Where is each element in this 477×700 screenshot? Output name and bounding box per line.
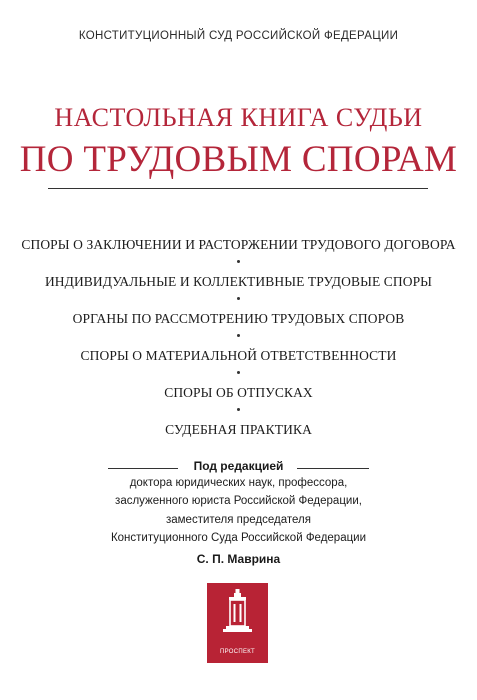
publisher-building-icon	[207, 583, 268, 647]
editor-credential: заместителя председателя	[165, 514, 311, 526]
editor-credential: Конституционного Суда Российской Федерации	[110, 532, 367, 544]
editor-credential: заслуженного юриста Российской Федерации,	[115, 495, 362, 507]
editor-heading: Под редакцией	[193, 459, 284, 473]
publisher-logo	[207, 583, 268, 663]
bullet-dot	[237, 371, 240, 374]
title-line-2: ПО ТРУДОВЫМ СПОРАМ	[19, 139, 458, 180]
topic-item: СПОРЫ ОБ ОТПУСКАХ	[164, 385, 313, 400]
topic-item: СУДЕБНАЯ ПРАКТИКА	[165, 422, 312, 437]
organization-name: КОНСТИТУЦИОННЫЙ СУД РОССИЙСКОЙ ФЕДЕРАЦИИ	[78, 30, 399, 42]
bullet-dot	[237, 260, 240, 263]
bullet-dot	[237, 408, 240, 411]
bullet-dot	[237, 297, 240, 300]
bullet-dot	[237, 334, 240, 337]
publisher-name: ПРОСПЕКТ	[219, 649, 256, 655]
topic-item: СПОРЫ О МАТЕРИАЛЬНОЙ ОТВЕТСТВЕННОСТИ	[80, 348, 397, 363]
topic-item: СПОРЫ О ЗАКЛЮЧЕНИИ И РАСТОРЖЕНИИ ТРУДОВОГО ДОГОВОРА	[21, 237, 456, 252]
title-divider	[48, 188, 428, 189]
editor-name: С. П. Маврина	[196, 552, 281, 566]
topic-item: ОРГАНЫ ПО РАССМОТРЕНИЮ ТРУДОВЫХ СПОРОВ	[72, 311, 405, 326]
topic-item: ИНДИВИДУАЛЬНЫЕ И КОЛЛЕКТИВНЫЕ ТРУДОВЫЕ СПОРЫ	[44, 274, 433, 289]
editor-credential: доктора юридических наук, профессора,	[129, 477, 348, 489]
title-line-1: НАСТОЛЬНАЯ КНИГА СУДЬИ	[54, 103, 423, 132]
